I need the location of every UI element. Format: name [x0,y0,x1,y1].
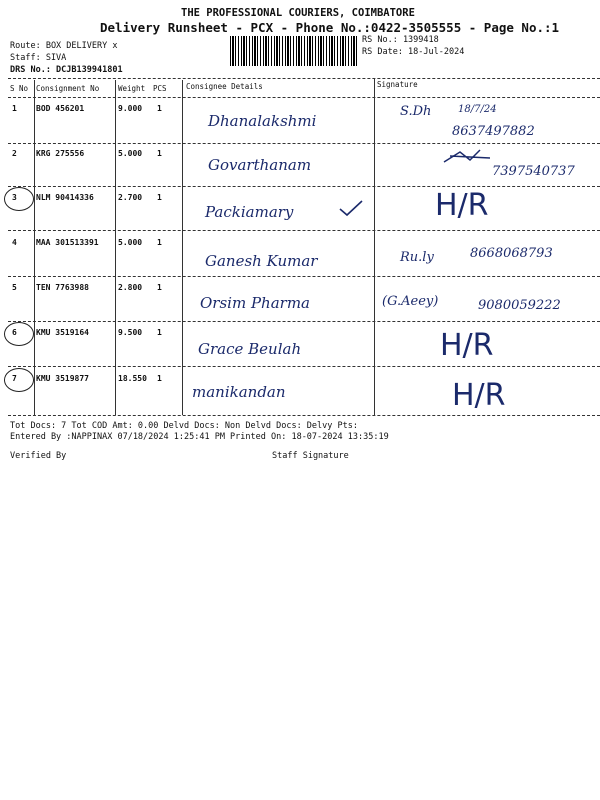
row-2-consignment: KRG 275556 [36,149,85,158]
row-5-sno: 5 [12,283,17,292]
row-6-weight: 9.500 [118,328,143,337]
row-1-weight: 9.000 [118,104,143,113]
row-3-consignee: Packiamary [205,203,294,221]
barcode [230,36,358,66]
row-6-consignment: KMU 3519164 [36,328,89,337]
col-signature: Signature [377,80,418,89]
row-4-consignee: Ganesh Kumar [205,252,318,270]
rs-number: RS No.: 1399418 [362,35,439,45]
row-7-weight: 18.550 [118,374,147,383]
row-1-sno: 1 [12,104,17,113]
drs-number: DRS No.: DCJB139941801 [10,65,123,75]
col-consignee: Consignee Details [186,82,263,91]
row-4-signature: Ru.ly [400,250,434,265]
entered-by-line: Entered By :NAPPINAX 07/18/2024 1:25:41 PM Printed On: 18-07-2024 13:35:19 [10,432,389,442]
row-4-weight: 5.000 [118,238,143,247]
row-3-consignment: NLM 90414336 [36,193,94,202]
row-1-phone: 8637497882 [452,124,535,139]
row-5-signature: (G.Aeey) [382,294,439,309]
staff-signature-label: Staff Signature [272,451,349,461]
row-3-weight: 2.700 [118,193,143,202]
row-6-signature: H/R [440,328,494,363]
row-4-sno: 4 [12,238,17,247]
row-1-sig-date: 18/7/24 [458,104,497,115]
col-sno: S No [10,84,29,93]
row-2-weight: 5.000 [118,149,143,158]
row-5-weight: 2.800 [118,283,143,292]
row-4-pcs: 1 [157,238,162,247]
row-6-sno: 6 [12,328,17,337]
row-1-signature: S.Dh [400,104,432,119]
row-2-sno: 2 [12,149,17,158]
row-3-pcs: 1 [157,193,162,202]
route-label: Route: BOX DELIVERY x [10,41,118,51]
row-7-signature: H/R [452,378,506,413]
row-2-pcs: 1 [157,149,162,158]
row-6-circle-mark [4,322,34,346]
staff-label: Staff: SIVA [10,53,67,63]
verified-by-label: Verified By [10,451,67,461]
col-consignment: Consignment No [36,84,100,93]
totals-line: Tot Docs: 7 Tot COD Amt: 0.00 Delvd Docs: Non Delvd Docs: Delvy Pts: [10,421,358,431]
company-name: THE PROFESSIONAL COURIERS, COIMBATORE [181,7,415,19]
row-7-sno: 7 [12,374,17,383]
row-2-phone: 7397540737 [492,164,575,179]
row-3-signature: H/R [435,188,489,223]
row-3-check-mark [338,198,364,218]
col-weight: Weight [118,84,146,93]
row-7-consignee: manikandan [192,383,286,401]
row-7-pcs: 1 [157,374,162,383]
row-4-phone: 8668068793 [470,246,553,261]
runsheet-title: Delivery Runsheet - PCX - Phone No.:0422-3505555 - Page No.:1 [100,20,560,35]
row-4-consignment: MAA 301513391 [36,238,99,247]
rs-date: RS Date: 18-Jul-2024 [362,47,465,57]
row-2-signature-scribble [440,146,500,168]
row-1-pcs: 1 [157,104,162,113]
row-1-consignment: BOD 456201 [36,104,85,113]
row-5-pcs: 1 [157,283,162,292]
row-6-pcs: 1 [157,328,162,337]
row-6-consignee: Grace Beulah [198,340,302,358]
row-3-circle-mark [4,187,34,211]
row-7-consignment: KMU 3519877 [36,374,89,383]
row-5-consignment: TEN 7763988 [36,283,89,292]
row-7-circle-mark [4,368,34,392]
row-2-consignee: Govarthanam [208,156,312,174]
row-5-consignee: Orsim Pharma [200,294,310,312]
row-5-phone: 9080059222 [478,298,561,313]
row-3-sno: 3 [12,193,17,202]
col-pcs: PCS [153,84,167,93]
row-1-consignee: Dhanalakshmi [208,112,317,130]
